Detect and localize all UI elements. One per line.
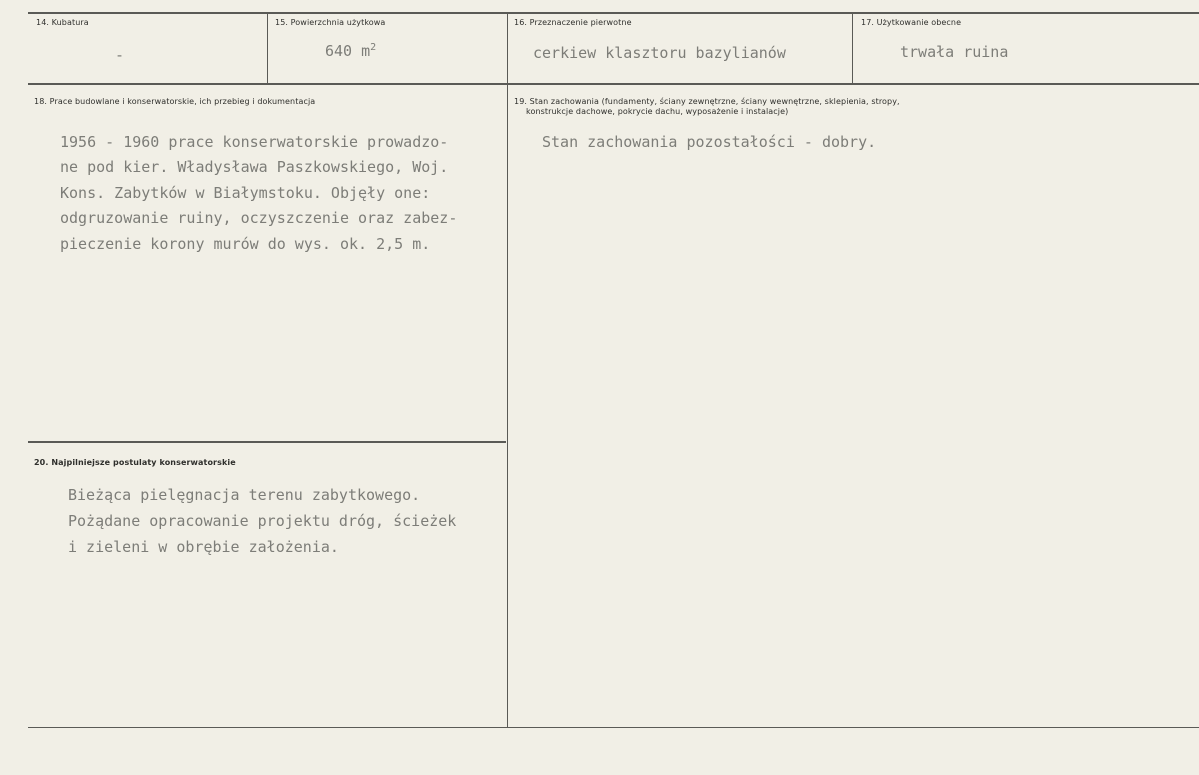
field-16-value: cerkiew klasztoru bazylianów	[533, 44, 786, 62]
divider-15-16	[507, 12, 508, 84]
field-16-label: 16. Przeznaczenie pierwotne	[514, 18, 632, 27]
field-19-line-1: Stan zachowania pozostałości - dobry.	[542, 133, 877, 151]
field-20-line-3: i zieleni w obrębie założenia.	[68, 538, 339, 556]
field-20-line-1: Bieżąca pielęgnacja terenu zabytkowego.	[68, 486, 421, 504]
field-15-value-text: 640 m	[325, 42, 371, 60]
field-17-label: 17. Użytkowanie obecne	[861, 18, 962, 27]
field-15-value	[325, 42, 376, 60]
bottom-border-line	[28, 727, 1199, 728]
divider-16-17	[852, 12, 853, 84]
top-border-line	[28, 12, 1199, 14]
field-18-line-5: pieczenie korony murów do wys. ok. 2,5 m.	[60, 235, 431, 253]
field-17-value: trwała ruina	[900, 43, 1009, 61]
divider-14-15	[267, 12, 268, 84]
left-section-divider-line	[28, 441, 506, 443]
field-18-label: 18. Prace budowlane i konserwatorskie, ich przebieg i dokumentacja	[34, 97, 316, 106]
field-15-label: 15. Powierzchnia użytkowa	[275, 18, 386, 27]
field-19-label-line-1: 19. Stan zachowania (fundamenty, ściany zewnętrzne, ściany wewnętrzne, sklepienia, stropy,	[514, 97, 900, 106]
field-18-line-1: 1956 - 1960 prace konserwatorskie prowadzo-	[60, 133, 449, 151]
field-18-line-2: ne pod kier. Władysława Paszkowskiego, Woj.	[60, 158, 449, 176]
field-18-line-4: odgruzowanie ruiny, oczyszczenie oraz zabez-	[60, 209, 458, 227]
field-18-line-3: Kons. Zabytków w Białymstoku. Objęły one:	[60, 184, 431, 202]
field-20-label: 20. Najpilniejsze postulaty konserwatorskie	[34, 458, 236, 467]
field-14-value: -	[115, 46, 125, 64]
field-14-label: 14. Kubatura	[36, 18, 89, 27]
field-19-label-line-2: konstrukcje dachowe, pokrycie dachu, wyposażenie i instalacje)	[526, 107, 789, 116]
header-bottom-line	[28, 83, 1199, 85]
divider-main-column	[507, 84, 508, 728]
field-15-value-superscript: 2	[370, 42, 377, 53]
field-20-line-2: Pożądane opracowanie projektu dróg, ścieżek	[68, 512, 457, 530]
